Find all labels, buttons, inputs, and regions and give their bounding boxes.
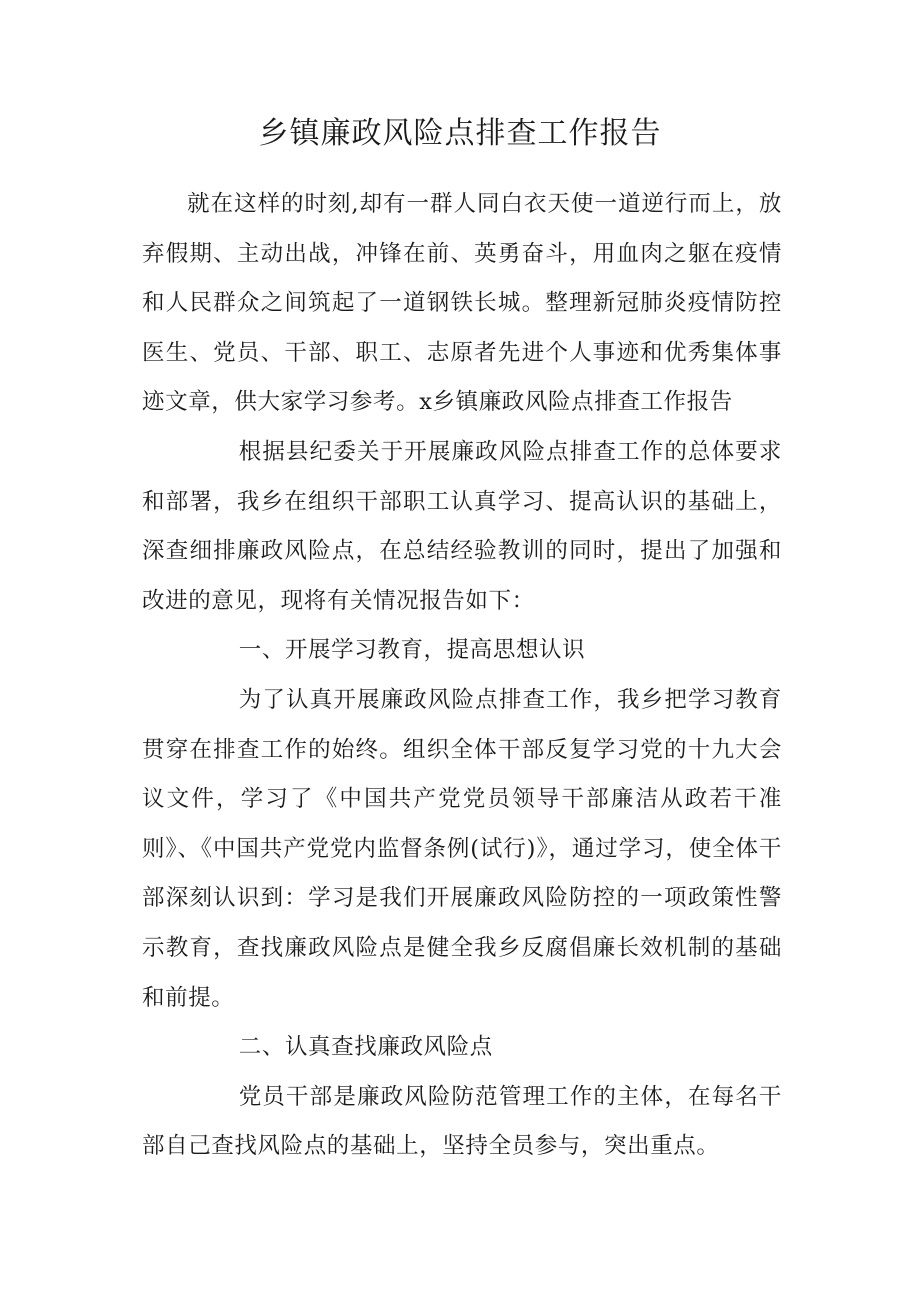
section-2-paragraph: 党员干部是廉政风险防范管理工作的主体，在每名干部自己查找风险点的基础上，坚持全员参与，突出重点。 <box>142 1083 782 1160</box>
intro-paragraph: 就在这样的时刻,却有一群人同白衣天使一道逆行而上，放弃假期、主动出战，冲锋在前、英勇奋斗，用血肉之躯在疫情和人民群众之间筑起了一道钢铁长城。整理新冠肺炎疫情防控医生、党员、干部、职工、志原者先进个人事迹和优秀集体事迹文章，供大家学习参考。x乡镇廉政风险点排查工作报告 <box>142 191 782 416</box>
section-heading-1: 一、开展学习教育，提高思想认识 <box>238 637 586 664</box>
opening-paragraph: 根据县纪委关于开展廉政风险点排查工作的总体要求和部署，我乡在组织干部职工认真学习、提高认识的基础上，深查细排廉政风险点，在总结经验教训的同时，提出了加强和改进的意见，现将有关情况报告如下： <box>142 438 782 614</box>
section-heading-2: 二、认真查找廉政风险点 <box>238 1034 493 1061</box>
document-title: 乡镇廉政风险点排查工作报告 <box>258 116 662 151</box>
document-body <box>142 180 782 1172</box>
section-1-paragraph: 为了认真开展廉政风险点排查工作，我乡把学习教育贯穿在排查工作的始终。组织全体干部反复学习党的十九大会议文件，学习了《中国共产党党员领导干部廉洁从政若干准则》、《中国共产党党内监督条例(试行)》，通过学习，使全体干部深刻认识到：学习是我们开展廉政风险防控的一项政策性警示教育，查找廉政风险点是健全我乡反腐倡廉长效机制的基础和前提。 <box>142 686 782 1011</box>
